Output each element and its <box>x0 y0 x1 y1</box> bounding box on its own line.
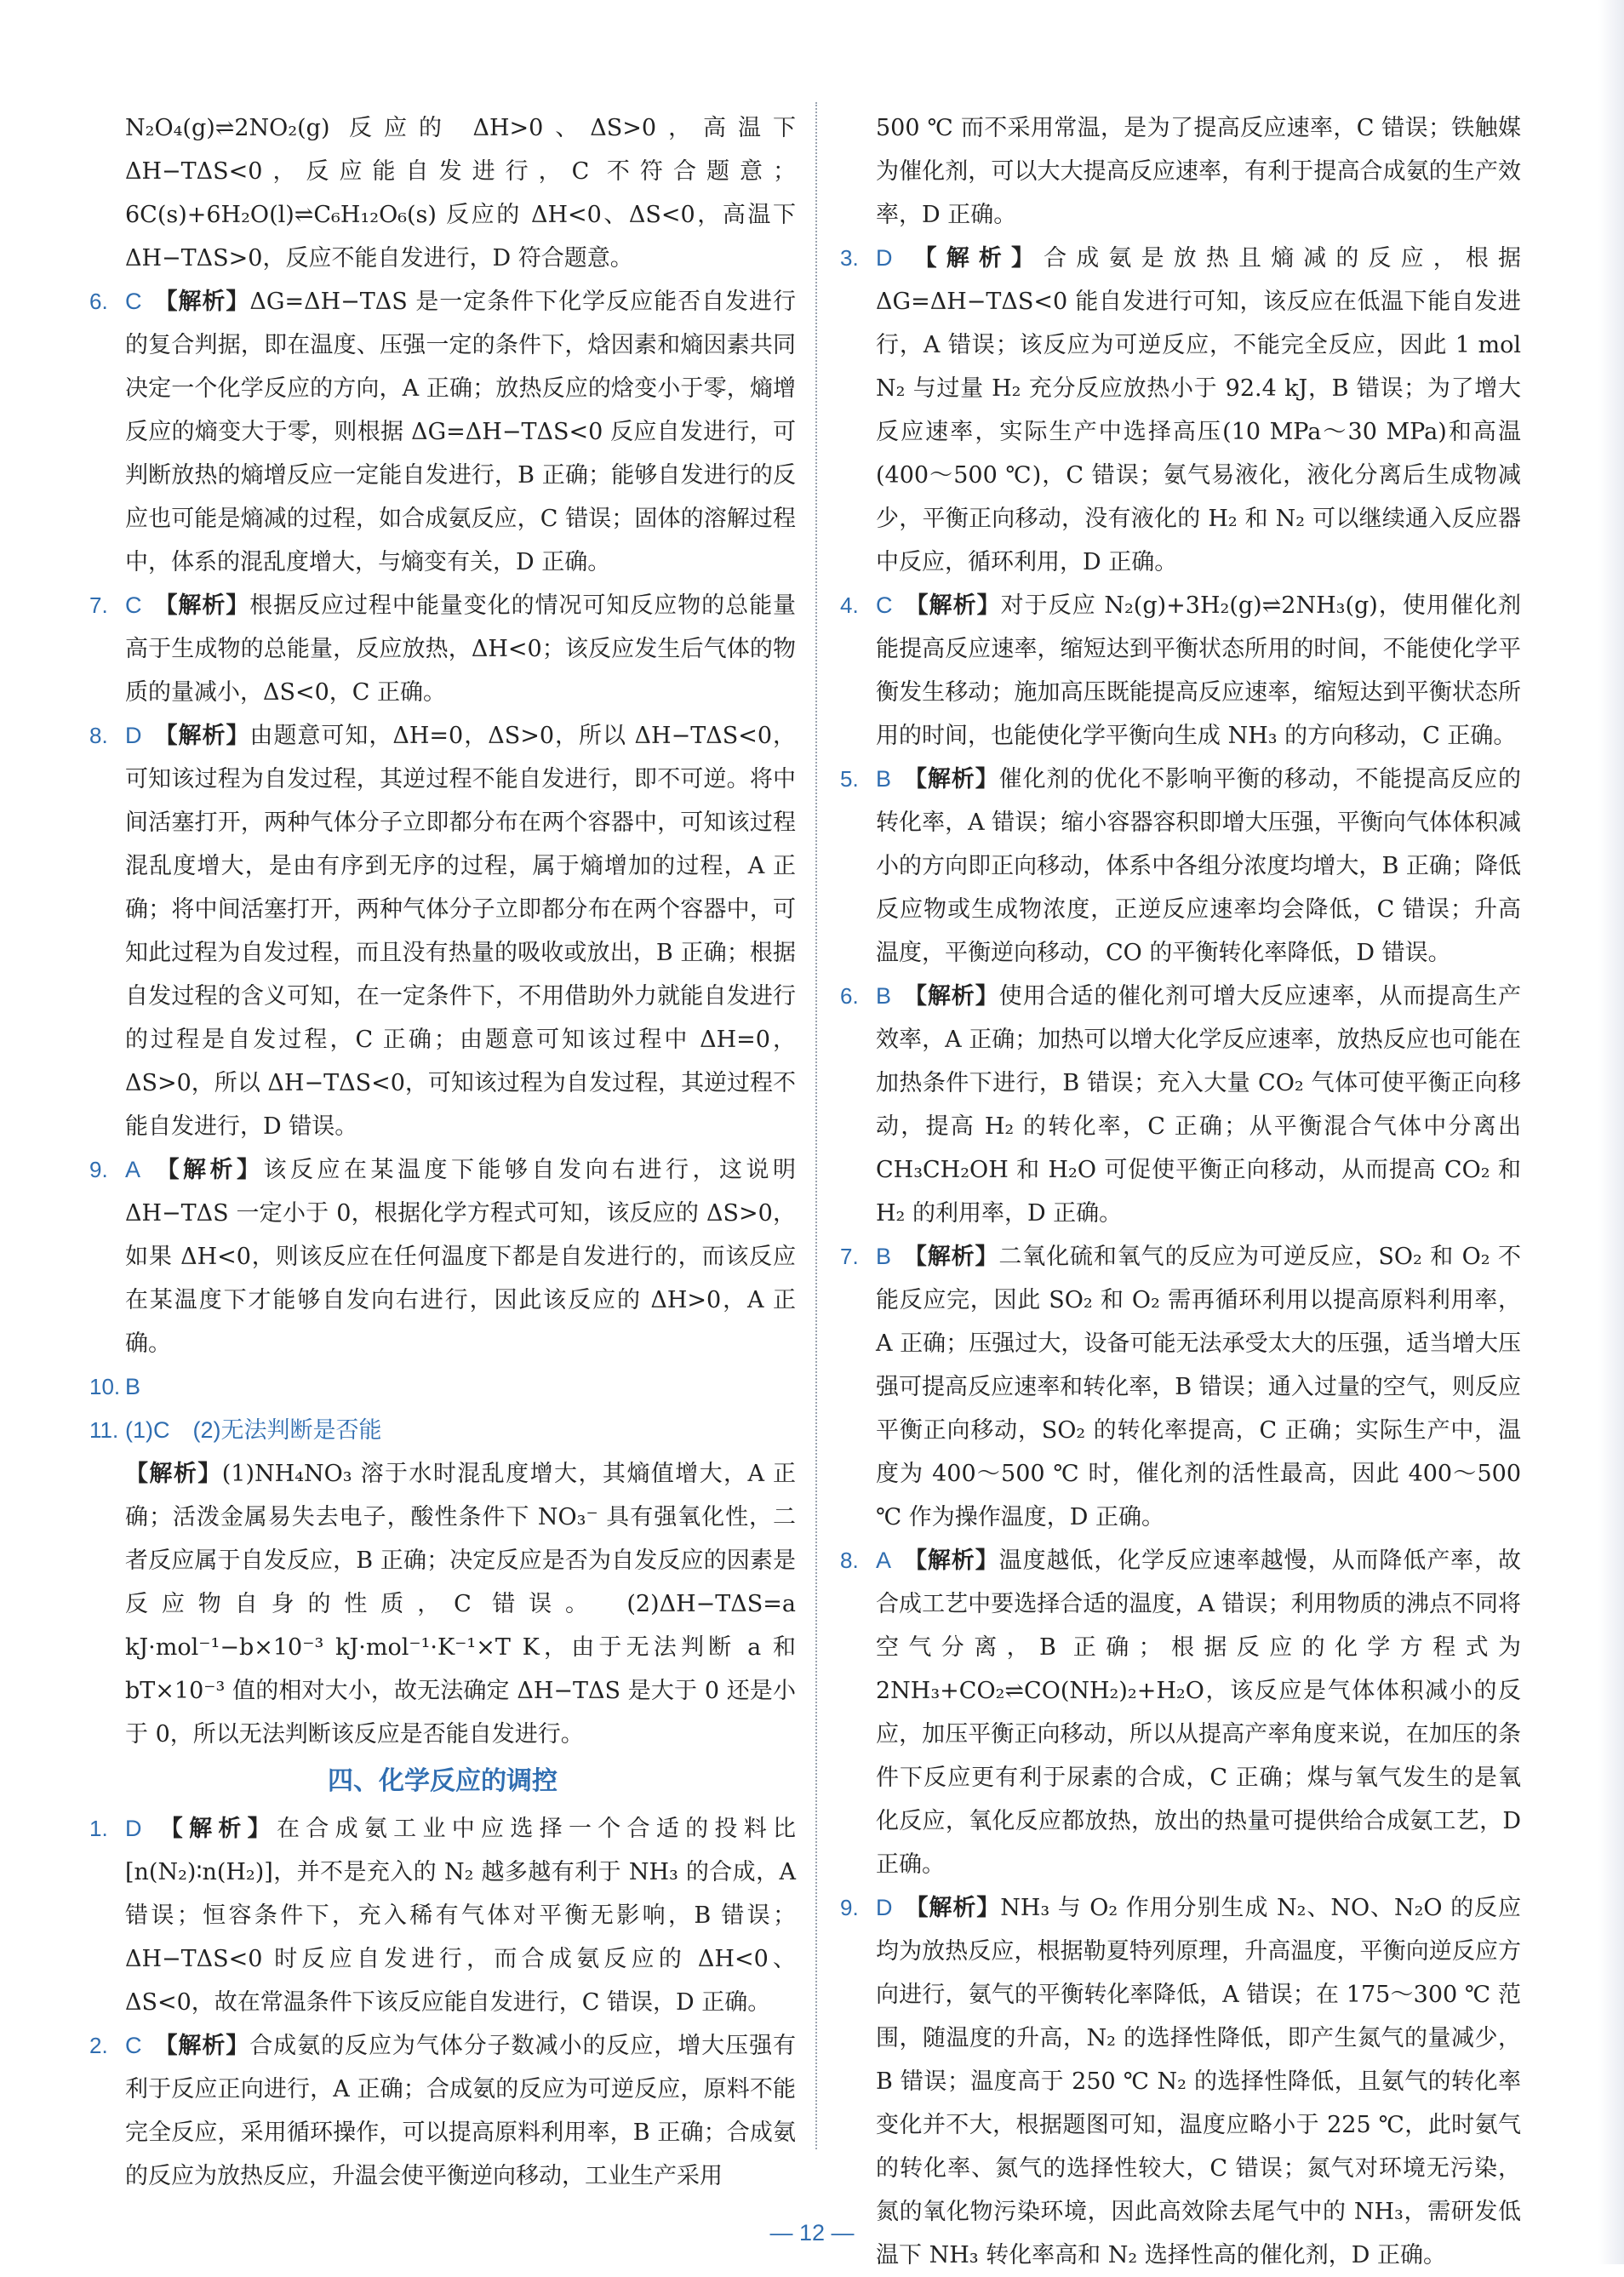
item-text: NH₃ 与 O₂ 作用分别生成 N₂、NO、N₂O 的反应均为放热反应，根据勒夏特列原理，升高温度，平衡向逆反应方向进行，氨气的平衡转化率降低，A 错误；在 175～300 ℃ 范围，随温度的升高，N₂ 的选择性降低，即产生氮气的量减少，B 错误；温度高于 250 ℃ N₂ 的选择性降低，且氨气的转化率变化并不大，根据题图可知，温度应略小于 225 ℃，此时氨气的转化率、氮气的选择性较大，C 错误；氮气对环境无污染，氮的氧化物污染环境，因此高效除去尾气中的 NH₃，需研发低温下 NH₃ 转化率高和 N₂ 选择性高的催化剂，D 正确。 <box>876 1895 1521 2268</box>
item-text: 温度越低，化学反应速率越慢，从而降低产率，故合成工艺中要选择合适的温度，A 错误；利用物质的沸点不同将空气分离，B 正确；根据反应的化学方程式为 2NH₃+CO₂⇌CO(NH₂)₂+H₂O，该反应是气体体积减小的反应，加压平衡正向移动，所以从提高产率角度来说，在加压的条件下反应更有利于尿素的合成，C 正确；煤与氧气发生的是氧化反应，氧化反应都放热，放出的热量可提供给合成氨工艺，D 正确。 <box>876 1548 1522 1878</box>
section-answer-item-3 <box>840 237 1521 584</box>
section-answer-item-9 <box>840 1886 1521 2277</box>
analysis-tag: 【解析】 <box>904 592 1001 619</box>
item-number: 8. <box>840 1548 859 1573</box>
item-text: 合成氨的反应为气体分子数减小的反应，增大压强有利于反应正向进行，A 正确；合成氨的反应为可逆反应，原料不能完全反应，采用循环操作，可以提高原料利用率，B 正确；合成氨的反应为放热反应，升温会使平衡逆向移动，工业生产采用 <box>125 2033 797 2189</box>
item-text: 该反应在某温度下能够自发向右进行，这说明 ΔH−TΔS 一定小于 0，根据化学方程式可知，该反应的 ΔS>0，如果 ΔH<0，则该反应在任何温度下都是自发进行的，而该反应在某温度下才能够自发向右进行，因此该反应的 ΔH>0，A 正确。 <box>125 1157 797 1357</box>
item-text: 对于反应 N₂(g)+3H₂(g)⇌2NH₃(g)，使用催化剂能提高反应速率，缩短达到平衡状态所用的时间，不能使化学平衡发生移动；施加高压既能提高反应速率，缩短达到平衡状态所用的时间，也能使化学平衡向生成 NH₃ 的方向移动，C 正确。 <box>876 592 1521 749</box>
item-number: 3. <box>840 245 859 271</box>
answer-item-9 <box>89 1148 796 1365</box>
item-answer: C <box>125 2033 142 2058</box>
item-number: 6. <box>89 289 108 314</box>
item-answer: C <box>876 592 893 618</box>
item-answer: B <box>876 766 892 792</box>
item-answer: A <box>876 1548 892 1573</box>
item-answer: B <box>125 1374 141 1399</box>
page-edge-shadow <box>1598 0 1624 2264</box>
item-number: 7. <box>840 1244 859 1269</box>
analysis-tag: 【解析】 <box>152 1157 264 1183</box>
right-column <box>840 106 1521 2277</box>
analysis-tag: 【解析】 <box>904 245 1044 272</box>
item-answer: C <box>125 592 142 618</box>
left-column <box>89 106 796 2198</box>
analysis-tag: 【解析】 <box>153 723 250 749</box>
item-answer: B <box>876 1244 892 1269</box>
item-text: (1)NH₄NO₃ 溶于水时混乱度增大，其熵值增大，A 正确；活泼金属易失去电子，酸性条件下 NO₃⁻ 具有强氧化性，二者反应属于自发反应，B 正确；决定反应是否为自发反应的因素是反应物自身的性质，C 错误。 (2)ΔH−TΔS=a kJ·mol⁻¹−b×10⁻³ kJ·mol⁻¹·K⁻¹×T K，由于无法判断 a 和 bT×10⁻³ 值的相对大小，故无法确定 ΔH−TΔS 是大于 0 还是小于 0，所以无法判断该反应是否能自发进行。 <box>125 1461 796 1748</box>
item-answer: D <box>125 1816 142 1841</box>
item-number: 1. <box>89 1816 108 1841</box>
section-answer-item-6 <box>840 975 1521 1235</box>
section-answer-item-2 <box>89 2024 796 2198</box>
section-answer-item-8 <box>840 1539 1521 1886</box>
answer-item-8 <box>89 714 796 1148</box>
item-number: 9. <box>89 1157 108 1182</box>
analysis-tag: 【解析】 <box>903 983 999 1010</box>
answer-item-10 <box>89 1365 796 1409</box>
analysis-tag: 【解析】 <box>903 1244 999 1270</box>
section-answer-item-7 <box>840 1235 1521 1539</box>
item-text: 二氧化硫和氧气的反应为可逆反应，SO₂ 和 O₂ 不能反应完，因此 SO₂ 和 O₂ 需再循环利用以提高原料利用率，A 正确；压强过大，设备可能无法承受太大的压强，适当增大压强可提高反应速率和转化率，B 错误；通入过量的空气，则反应平衡正向移动，SO₂ 的转化率提高，C 正确；实际生产中，温度为 400～500 ℃ 时，催化剂的活性最高，因此 400～500 ℃ 作为操作温度，D 正确。 <box>876 1244 1522 1530</box>
section-title: 四、化学反应的调控 <box>328 1766 558 1796</box>
analysis-tag: 【解析】 <box>903 1548 999 1574</box>
answer-item-11 <box>89 1409 796 1452</box>
item-number: 2. <box>89 2033 108 2058</box>
section-answer-item-5 <box>840 758 1521 975</box>
continuation-paragraph: 500 ℃ 而不采用常温，是为了提高反应速率，C 错误；铁触媒为催化剂，可以大大提高反应速率，有利于提高合成氨的生产效率，D 正确。 <box>876 115 1521 228</box>
item-text: 催化剂的优化不影响平衡的移动，不能提高反应的转化率，A 错误；缩小容器容积即增大压强，平衡向气体体积减小的方向即正向移动，体系中各组分浓度均增大，B 正确；降低反应物或生成物浓度，正逆反应速率均会降低，C 错误；升高温度，平衡逆向移动，CO 的平衡转化率降低，D 错误。 <box>876 766 1522 966</box>
answer-item-7 <box>89 584 796 714</box>
item-text: 根据反应过程中能量变化的情况可知反应物的总能量高于生成物的总能量，反应放热，ΔH<0；该反应发生后气体的物质的量减小，ΔS<0，C 正确。 <box>125 592 797 706</box>
item-answer: A <box>125 1157 141 1182</box>
item-number: 9. <box>840 1895 859 1920</box>
item-number: 6. <box>840 983 859 1009</box>
item-answer: B <box>876 983 892 1009</box>
section-answer-item-1 <box>89 1807 796 2024</box>
analysis-tag: 【解析】 <box>153 1816 277 1842</box>
item-number: 5. <box>840 766 859 792</box>
column-divider <box>815 102 817 2149</box>
analysis-tag: 【解析】 <box>153 592 250 619</box>
item-number: 11. <box>89 1417 119 1443</box>
item-answer: D <box>876 245 893 271</box>
analysis-tag: 【解析】 <box>153 2033 250 2059</box>
item-answer: C <box>125 289 142 314</box>
analysis-tag: 【解析】 <box>904 1895 1001 1921</box>
item-11-analysis <box>89 1452 796 1756</box>
item-answer: D <box>125 723 142 748</box>
item-text: 合成氨是放热且熵减的反应，根据 ΔG=ΔH−TΔS<0 能自发进行可知，该反应在低温下能自发进行，A 错误；该反应为可逆反应，不能完全反应，因此 1 mol N₂ 与过量 H₂ 充分反应放热小于 92.4 kJ，B 错误；为了增大反应速率，实际生产中选择高压(10 MPa～30 MPa)和高温(400～500 ℃)，C 错误；氨气易液化，液化分离后生成物减少，平衡正向移动，没有液化的 H₂ 和 N₂ 可以继续通入反应器中反应，循环利用，D 正确。 <box>876 245 1522 575</box>
analysis-tag: 【解析】 <box>903 766 999 792</box>
item-text: 使用合适的催化剂可增大反应速率，从而提高生产效率，A 正确；加热可以增大化学反应速率，放热反应也可能在加热条件下进行，B 错误；充入大量 CO₂ 气体可使平衡正向移动，提高 H₂ 的转化率，C 正确；从平衡混合气体中分离出 CH₃CH₂OH 和 H₂O 可促使平衡正向移动，从而提高 CO₂ 和 H₂ 的利用率，D 正确。 <box>876 983 1522 1227</box>
intro-paragraph: N₂O₄(g)⇌2NO₂(g) 反应的 ΔH>0、ΔS>0，高温下 ΔH−TΔS<0，反应能自发进行，C 不符合题意；6C(s)+6H₂O(l)⇌C₆H₁₂O₆(s) 反应的 ΔH<0、ΔS<0，高温下 ΔH−TΔS>0，反应不能自发进行，D 符合题意。 <box>125 115 796 272</box>
analysis-tag: 【解析】 <box>125 1461 222 1487</box>
item-number: 7. <box>89 592 108 618</box>
item-number: 8. <box>89 723 108 748</box>
item-answer: D <box>876 1895 893 1920</box>
answer-item-6 <box>89 280 796 584</box>
item-number: 10. <box>89 1374 121 1399</box>
item-text: ΔG=ΔH−TΔS 是一定条件下化学反应能否自发进行的复合判据，即在温度、压强一定的条件下，焓因素和熵因素共同决定一个化学反应的方向，A 正确；放热反应的焓变小于零，熵增反应的熵变大于零，则根据 ΔG=ΔH−TΔS<0 反应自发进行，可判断放热的熵增反应一定能自发进行，B 正确；能够自发进行的反应也可能是熵减的过程，如合成氨反应，C 错误；固体的溶解过程中，体系的混乱度增大，与熵变有关，D 正确。 <box>125 289 797 575</box>
item-text: 由题意可知，ΔH=0，ΔS>0，所以 ΔH−TΔS<0，可知该过程为自发过程，其逆过程不能自发进行，即不可逆。将中间活塞打开，两种气体分子立即都分布在两个容器中，可知该过程混乱度增大，是由有序到无序的过程，属于熵增加的过程，A 正确；将中间活塞打开，两种气体分子立即都分布在两个容器中，可知此过程为自发过程，而且没有热量的吸收或放出，B 正确；根据自发过程的含义可知，在一定条件下，不用借助外力就能自发进行的过程是自发过程，C 正确；由题意可知该过程中 ΔH=0，ΔS>0，所以 ΔH−TΔS<0，可知该过程为自发过程，其逆过程不能自发进行，D 错误。 <box>125 723 797 1140</box>
item-answer: (1)C (2)无法判断是否能 <box>125 1417 382 1443</box>
page-number: — 12 — <box>769 2220 855 2246</box>
analysis-tag: 【解析】 <box>153 289 250 315</box>
item-number: 4. <box>840 592 859 618</box>
item-text: 在合成氨工业中应选择一个合适的投料比[n(N₂)∶n(H₂)]，并不是充入的 N₂ 越多越有利于 NH₃ 的合成，A 错误；恒容条件下，充入稀有气体对平衡无影响，B 错误；ΔH−TΔS<0 时反应自发进行，而合成氨反应的 ΔH<0、ΔS<0，故在常温条件下该反应能自发进行，C 错误，D 正确。 <box>125 1816 797 2016</box>
section-answer-item-4 <box>840 584 1521 758</box>
